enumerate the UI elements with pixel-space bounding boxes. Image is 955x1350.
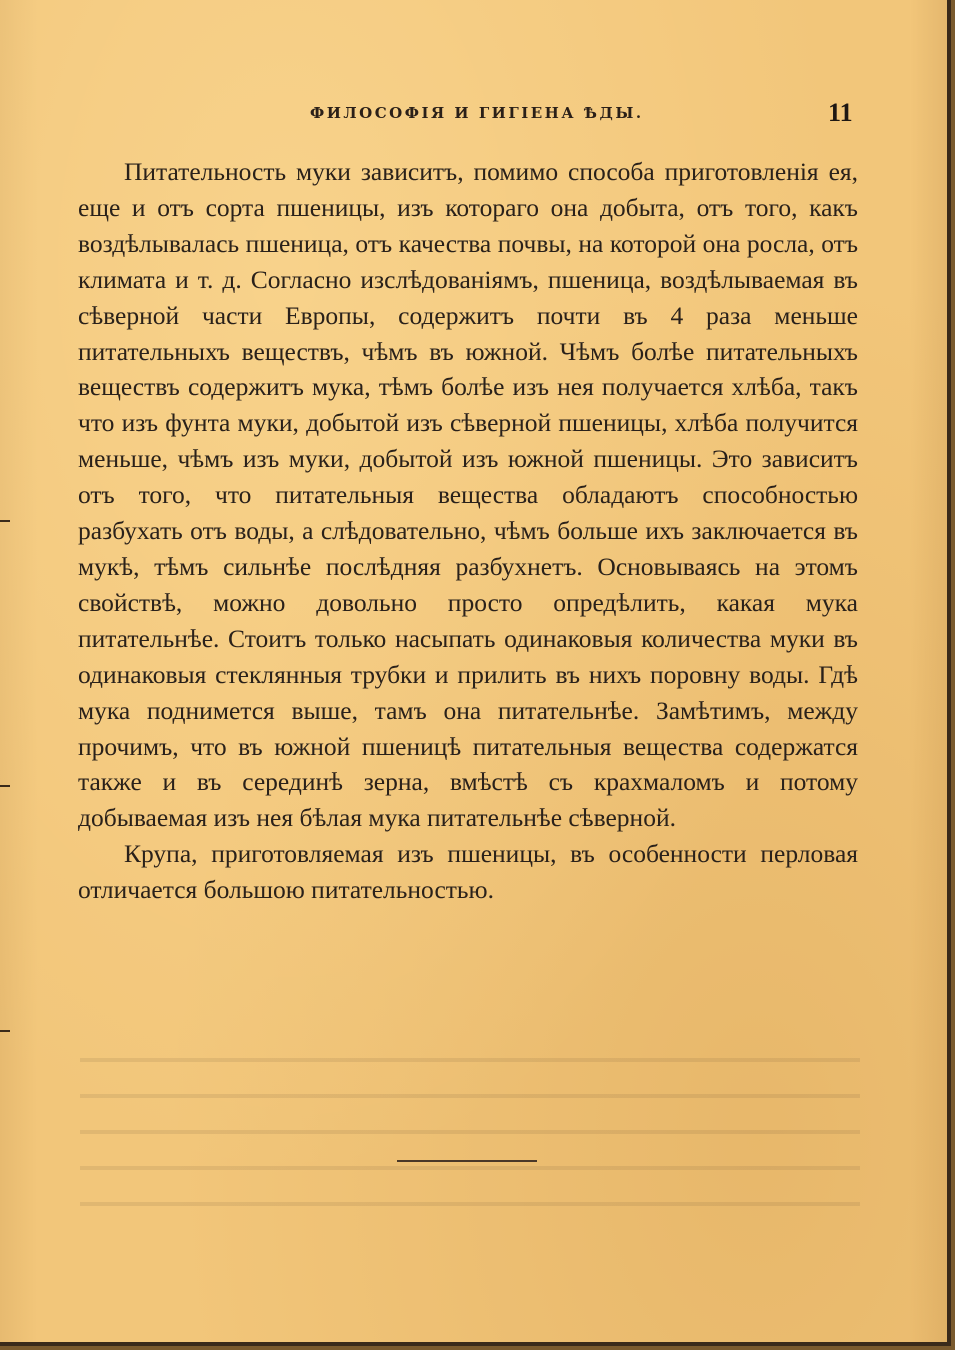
running-title: ФИЛОСОФІЯ И ГИГІЕНА ѢДЫ. (310, 104, 644, 122)
paragraph-groats: Крупа, приготовляемая изъ пшеницы, въ особенности перловая отличается большою питательностью. (78, 839, 858, 905)
body-text (78, 154, 858, 908)
binding-mark-middle (0, 785, 10, 787)
binding-mark-lower (0, 1030, 10, 1032)
section-end-rule (397, 1160, 537, 1162)
page-number: 11 (828, 98, 853, 127)
show-through-bleed (80, 1040, 860, 1230)
binding-mark-upper (0, 520, 10, 522)
paragraph-flour-nutrition: Питательность муки зависитъ, помимо способа приготовленія ея, еще и отъ сорта пшеницы, изъ котораго она добыта, отъ того, какъ воздѣлывалась пшеница, отъ качества почвы, на которой она росла, отъ климата и т. д. Согласно изслѣдованіямъ, пшеница, воздѣлываемая въ сѣверной части Европы, содержитъ почти въ 4 раза меньше питательныхъ веществъ, чѣмъ въ южной. Чѣмъ болѣе питательныхъ веществъ содержитъ мука, тѣмъ болѣе изъ нея получается хлѣба, такъ что изъ фунта муки, добытой изъ сѣверной пшеницы, хлѣба получится меньше, чѣмъ изъ муки, добытой изъ южной пшеницы. Это зависитъ отъ того, что питательныя вещества обладаютъ способностью разбухать отъ воды, а слѣдовательно, чѣмъ больше ихъ заключается въ мукѣ, тѣмъ сильнѣе послѣдняя разбухнетъ. Основываясь на этомъ свойствѣ, можно довольно просто опредѣлить, какая мука питательнѣе. Стоитъ только насыпать одинаковыя количества муки въ одинаковыя стеклянныя трубки и прилить въ нихъ поровну воды. Гдѣ мука поднимется выше, тамъ она питательнѣе. Замѣтимъ, между прочимъ, что въ южной пшеницѣ питательныя вещества содержатся также и въ серединѣ зерна, вмѣстѣ съ крахмаломъ и потому добываемая изъ нея бѣлая мука питательнѣе сѣверной. (78, 157, 858, 833)
